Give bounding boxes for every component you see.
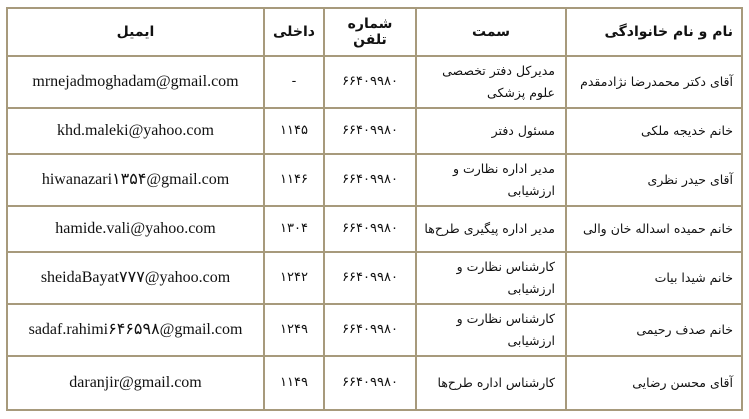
contact-phone: ۶۶۴۰۹۹۸۰ [324, 154, 416, 206]
table-row [7, 252, 742, 304]
header-email: ایمیل [7, 8, 264, 56]
table-row [7, 206, 742, 252]
contact-email[interactable]: daranjir@gmail.com [7, 356, 264, 410]
contact-title: کارشناس اداره طرح‌ها [416, 356, 566, 410]
contact-phone: ۶۶۴۰۹۹۸۰ [324, 304, 416, 356]
contact-extension: ۱۱۴۹ [264, 356, 324, 410]
contact-name: آقای محسن رضایی [566, 356, 742, 410]
contact-extension: ۱۳۰۴ [264, 206, 324, 252]
contact-title: مسئول دفتر [416, 108, 566, 154]
contacts-table-container [6, 7, 741, 411]
contacts-table [6, 7, 743, 411]
contact-email[interactable]: mrnejadmoghadam@gmail.com [7, 56, 264, 108]
contact-phone: ۶۶۴۰۹۹۸۰ [324, 108, 416, 154]
contact-name: خانم صدف رحیمی [566, 304, 742, 356]
contact-extension: - [264, 56, 324, 108]
table-row [7, 304, 742, 356]
contact-title: کارشناس نظارت و ارزشیابی [416, 252, 566, 304]
contact-name: خانم شیدا بیات [566, 252, 742, 304]
header-extension: داخلی [264, 8, 324, 56]
contact-extension: ۱۱۴۶ [264, 154, 324, 206]
contact-name: خانم خدیجه ملکی [566, 108, 742, 154]
contact-email[interactable]: khd.maleki@yahoo.com [7, 108, 264, 154]
contact-title: مدیر اداره نظارت و ارزشیابی [416, 154, 566, 206]
contact-extension: ۱۱۴۵ [264, 108, 324, 154]
contact-title: مدیرکل دفتر تخصصی علوم پزشکی [416, 56, 566, 108]
contact-phone: ۶۶۴۰۹۹۸۰ [324, 252, 416, 304]
contact-extension: ۱۲۴۹ [264, 304, 324, 356]
contact-title: کارشناس نظارت و ارزشیابی [416, 304, 566, 356]
table-row [7, 154, 742, 206]
header-name: نام و نام خانوادگی [566, 8, 742, 56]
contact-email[interactable]: hamide.vali@yahoo.com [7, 206, 264, 252]
contact-phone: ۶۶۴۰۹۹۸۰ [324, 356, 416, 410]
table-row [7, 108, 742, 154]
contact-title: مدیر اداره پیگیری طرح‌ها [416, 206, 566, 252]
table-header-row [7, 8, 742, 56]
table-row [7, 56, 742, 108]
contact-email[interactable]: sadaf.rahimi۶۴۶۵۹۸@gmail.com [7, 304, 264, 356]
contact-phone: ۶۶۴۰۹۹۸۰ [324, 206, 416, 252]
table-row [7, 356, 742, 410]
contact-email[interactable]: hiwanazari۱۳۵۴@gmail.com [7, 154, 264, 206]
contact-name: خانم حمیده اسداله خان والی [566, 206, 742, 252]
contact-name: آقای حیدر نظری [566, 154, 742, 206]
contact-email[interactable]: sheidaBayat۷۷۷@yahoo.com [7, 252, 264, 304]
contact-extension: ۱۲۴۲ [264, 252, 324, 304]
contact-phone: ۶۶۴۰۹۹۸۰ [324, 56, 416, 108]
header-title: سمت [416, 8, 566, 56]
header-phone: شماره تلفن [324, 8, 416, 56]
contact-name: آقای دکتر محمدرضا نژادمقدم [566, 56, 742, 108]
